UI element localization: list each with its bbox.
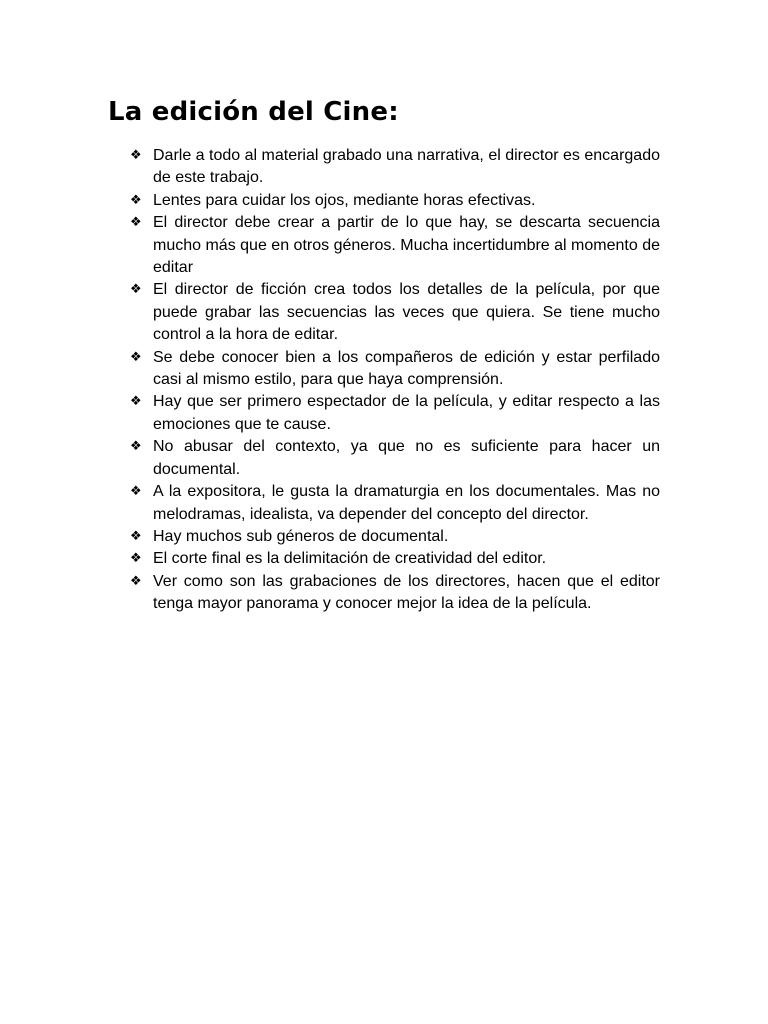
list-item [130,190,660,212]
list-item-text: Ver como son las grabaciones de los directores, hacen que el editor tenga mayor panorama y conocer mejor la idea de la película. [153,572,660,613]
list-item-text: El director debe crear a partir de lo que hay, se descarta secuencia mucho más que en otros géneros. Mucha incertidumbre al momento de editar [153,214,660,277]
bullet-diamond-icon: ❖ [130,551,142,567]
list-item-text: Se debe conocer bien a los compañeros de edición y estar perfilado casi al mismo estilo, para que haya comprensión. [153,348,660,389]
bullet-diamond-icon: ❖ [130,484,142,500]
list-item-text: Hay que ser primero espectador de la película, y editar respecto a las emociones que te cause. [153,393,660,433]
list-item [130,145,660,190]
list-item [130,212,660,279]
list-item [130,548,660,570]
bullet-diamond-icon: ❖ [130,439,142,455]
list-item [130,481,660,526]
list-item [130,347,660,392]
bullet-diamond-icon: ❖ [130,394,142,410]
bullet-list [130,145,660,616]
list-item-text: El director de ficción crea todos los detalles de la película, por que puede grabar las secuencias las veces que quiera. Se tiene mucho control a la hora de editar. [153,281,660,344]
list-item [130,279,660,346]
list-item [130,571,660,616]
bullet-diamond-icon: ❖ [130,573,142,589]
bullet-diamond-icon: ❖ [130,148,142,163]
bullet-diamond-icon: ❖ [130,349,142,365]
list-item-text: A la expositora, le gusta la dramaturgia en los documentales. Mas no melodramas, idealista, va depender del concepto del director. [153,483,660,523]
list-item-text: El corte final es la delimitación de creatividad del editor. [153,550,547,568]
list-item-text: No abusar del contexto, ya que no es suficiente para hacer un documental. [153,438,660,478]
list-item [130,391,660,436]
bullet-diamond-icon: ❖ [130,528,142,544]
list-item-text: Hay muchos sub géneros de documental. [153,527,449,545]
list-item-text: Darle a todo al material grabado una narrativa, el director es encargado de este trabajo. [153,147,660,187]
list-item [130,526,660,548]
bullet-diamond-icon: ❖ [130,192,142,208]
bullet-diamond-icon: ❖ [130,282,142,298]
list-item [130,436,660,481]
page-title: La edición del Cine: [108,97,399,127]
bullet-diamond-icon: ❖ [130,215,142,231]
list-item-text: Lentes para cuidar los ojos, mediante horas efectivas. [153,191,536,209]
